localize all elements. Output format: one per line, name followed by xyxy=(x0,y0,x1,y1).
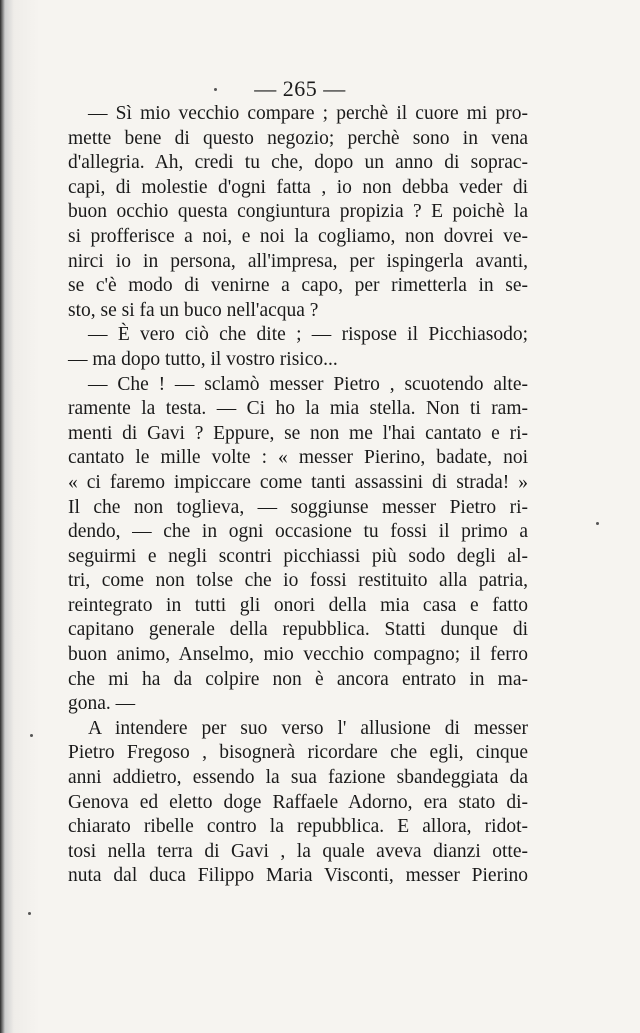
paper-speck xyxy=(28,912,31,915)
text-line: Il che non toglieva, — soggiunse messer Pietro ri- xyxy=(68,496,528,518)
text-line: — Sì mio vecchio compare ; perchè il cuore mi pro- xyxy=(88,103,528,124)
text-line: nirci io in persona, all'impresa, per ispingerla avanti, xyxy=(68,250,528,272)
text-line: mette bene di questo negozio; perchè sono in vena xyxy=(68,127,528,149)
text-line: seguirmi e negli scontri picchiassi più sodo degli al- xyxy=(68,545,528,567)
text-line: — È vero ciò che dite ; — rispose il Picchiasodo; xyxy=(88,324,528,346)
text-line: ramente la testa. — Ci ho la mia stella. Non ti ram- xyxy=(68,398,528,420)
text-line: d'allegria. Ah, credi tu che, dopo un anno di soprac- xyxy=(68,152,528,174)
text-line: anni addietro, essendo la sua fazione sbandeggiata da xyxy=(68,767,528,789)
text-line: chiarato ribelle contro la repubblica. E allora, ridot- xyxy=(68,816,528,838)
text-line: capi, di molestie d'ogni fatta , io non debba veder di xyxy=(68,176,528,198)
text-line: si profferisce a noi, e noi la cogliamo, non dovrei ve- xyxy=(68,225,528,247)
text-line: « ci faremo impiccare come tanti assassini di strada! » xyxy=(68,471,528,493)
text-line: capitano generale della repubblica. Statti dunque di xyxy=(68,619,528,641)
text-line: nuta dal duca Filippo Maria Visconti, messer Pierino xyxy=(68,865,528,887)
text-line: — Che ! — sclamò messer Pietro , scuotendo alte- xyxy=(88,373,528,395)
text-line: dendo, — che in ogni occasione tu fossi il primo a xyxy=(68,521,528,543)
text-line: buon animo, Anselmo, mio vecchio compagno; il ferro xyxy=(68,644,528,666)
text-line: A intendere per suo verso l' allusione di messer xyxy=(88,717,528,739)
paper-speck xyxy=(30,734,33,737)
text-line: che mi ha da colpire non è ancora entrato in ma- xyxy=(68,668,528,690)
text-line: se c'è modo di venirne a capo, per rimetterla in se- xyxy=(68,275,528,297)
text-line: Genova ed eletto doge Raffaele Adorno, era stato di- xyxy=(68,791,528,813)
page-number: — 265 — xyxy=(254,76,346,101)
text-line: gona. — xyxy=(68,693,136,715)
text-line: menti di Gavi ? Eppure, se non me l'hai cantato e ri- xyxy=(68,422,528,444)
paper-speck xyxy=(596,522,599,525)
text-line: — ma dopo tutto, il vostro risico... xyxy=(68,348,338,370)
text-line: buon occhio questa congiuntura propizia ? E poichè la xyxy=(68,201,528,223)
paper-speck xyxy=(214,88,217,91)
text-line: Pietro Fregoso , bisognerà ricordare che egli, cinque xyxy=(68,742,528,764)
text-line: reintegrato in tutti gli onori della mia casa e fatto xyxy=(68,594,528,616)
text-line: tri, come non tolse che io fossi restituito alla patria, xyxy=(68,570,528,592)
body-text xyxy=(68,102,528,889)
text-line: sto, se si fa un buco nell'acqua ? xyxy=(68,299,319,321)
text-line: cantato le mille volte : « messer Pierino, badate, noi xyxy=(68,447,528,469)
text-line: tosi nella terra di Gavi , la quale aveva dianzi otte- xyxy=(68,840,528,862)
